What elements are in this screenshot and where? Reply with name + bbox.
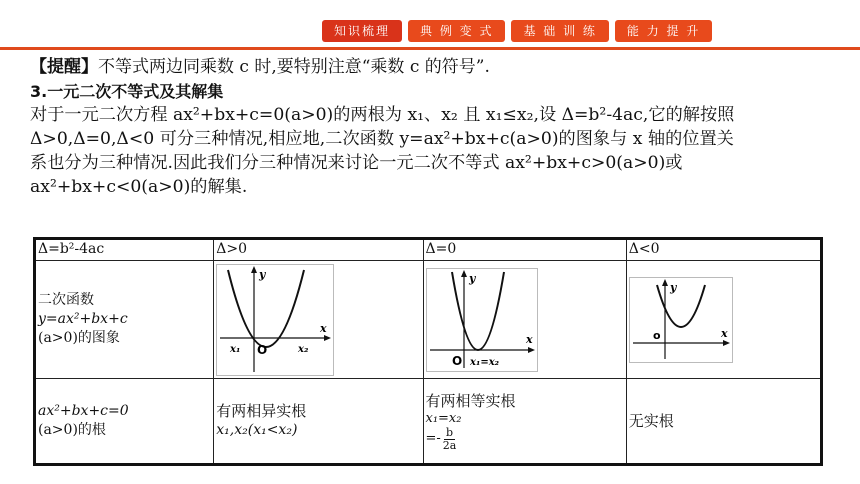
x-label: x xyxy=(320,321,327,335)
roots-two-distinct xyxy=(214,379,423,465)
parabola-one-root-graph xyxy=(426,268,538,372)
origin-label: O xyxy=(451,353,462,368)
graph-row xyxy=(35,261,822,379)
origin-label: O xyxy=(257,342,268,357)
graph-cell-negative xyxy=(626,261,821,379)
tab-ability[interactable]: 能 力 提 升 xyxy=(615,20,712,42)
header-discriminant: Δ=b²-4ac xyxy=(35,239,214,261)
paragraph-line-2: Δ>0,Δ=0,Δ<0 可分三种情况,相应地,二次函数 y=ax²+bx+c(a>0)的图象与 x 轴的位置关 xyxy=(30,129,734,149)
label-line: y=ax²+bx+c xyxy=(38,311,128,327)
x-arrow-icon xyxy=(528,347,535,353)
x-arrow-icon xyxy=(723,340,730,346)
x-label: x xyxy=(525,332,533,346)
header-positive: Δ>0 xyxy=(214,239,423,261)
paragraph-line-1: 对于一元二次方程 ax²+bx+c=0(a>0)的两根为 x₁、x₂ 且 x₁≤x₂,设 Δ=b²-4ac,它的解按照 xyxy=(30,105,735,125)
parabola-curve xyxy=(657,285,705,327)
roots-formula: x₁=x₂ xyxy=(425,410,462,426)
roots-text: 有两相等实根 xyxy=(425,391,516,410)
graph-cell-positive xyxy=(214,261,423,379)
y-label: y xyxy=(468,271,475,285)
label-line: (a>0)的图象 xyxy=(38,330,120,346)
roots-row xyxy=(35,379,822,465)
header-zero: Δ=0 xyxy=(423,239,626,261)
parabola-curve xyxy=(452,272,504,350)
header-negative: Δ<0 xyxy=(626,239,821,261)
fraction-denominator: 2a xyxy=(442,438,457,452)
y-arrow-icon xyxy=(662,279,668,286)
x1-label: x₁ xyxy=(230,343,241,355)
reminder xyxy=(30,56,850,79)
label-line: (a>0)的根 xyxy=(38,422,106,438)
graph-cell-zero xyxy=(423,261,626,379)
reminder-text: 不等式两边同乘数 c 时,要特别注意“乘数 c 的符号”. xyxy=(98,57,490,77)
x2-label: x₂ xyxy=(298,343,309,355)
table-header-row xyxy=(35,239,822,261)
roots-row-label xyxy=(35,379,214,465)
nav-tabs xyxy=(322,20,712,42)
y-arrow-icon xyxy=(461,270,467,277)
y-label: y xyxy=(259,267,266,281)
double-root-fraction xyxy=(426,427,624,452)
tab-knowledge[interactable]: 知识梳理 xyxy=(322,20,402,42)
parabola-no-root-graph xyxy=(629,277,733,363)
graph-row-label xyxy=(35,261,214,379)
header-divider xyxy=(0,47,860,50)
label-line: ax²+bx+c=0 xyxy=(38,403,129,419)
tab-examples[interactable]: 典 例 变 式 xyxy=(408,20,505,42)
origin-label: o xyxy=(652,328,661,342)
x-label: x xyxy=(720,326,728,340)
y-arrow-icon xyxy=(251,266,257,273)
section-title: 3.一元二次不等式及其解集 xyxy=(30,82,224,101)
tab-basic-training[interactable]: 基 础 训 练 xyxy=(511,20,608,42)
fraction xyxy=(443,427,457,452)
y-label: y xyxy=(669,280,677,294)
roots-double xyxy=(423,379,626,465)
parabola-two-roots-graph xyxy=(216,264,334,376)
label-line: 二次函数 xyxy=(38,292,94,308)
paragraph-line-3: 系也分为三种情况.因此我们分三种情况来讨论一元二次不等式 ax²+bx+c>0(a>0)或 xyxy=(30,153,683,173)
reminder-tag: 【提醒】 xyxy=(30,57,98,77)
roots-formula: x₁,x₂(x₁<x₂) xyxy=(216,422,298,438)
roots-text: 有两相异实根 xyxy=(216,402,307,420)
main-content xyxy=(30,56,850,199)
minus-sign: =- xyxy=(425,431,441,446)
roots-none: 无实根 xyxy=(626,379,821,465)
x-arrow-icon xyxy=(324,335,331,341)
discriminant-table xyxy=(33,237,823,466)
paragraph-line-4: ax²+bx+c<0(a>0)的解集. xyxy=(30,177,248,197)
parabola-curve xyxy=(228,267,304,347)
fraction-numerator: b xyxy=(446,425,454,439)
double-root-label: x₁=x₂ xyxy=(469,356,499,368)
